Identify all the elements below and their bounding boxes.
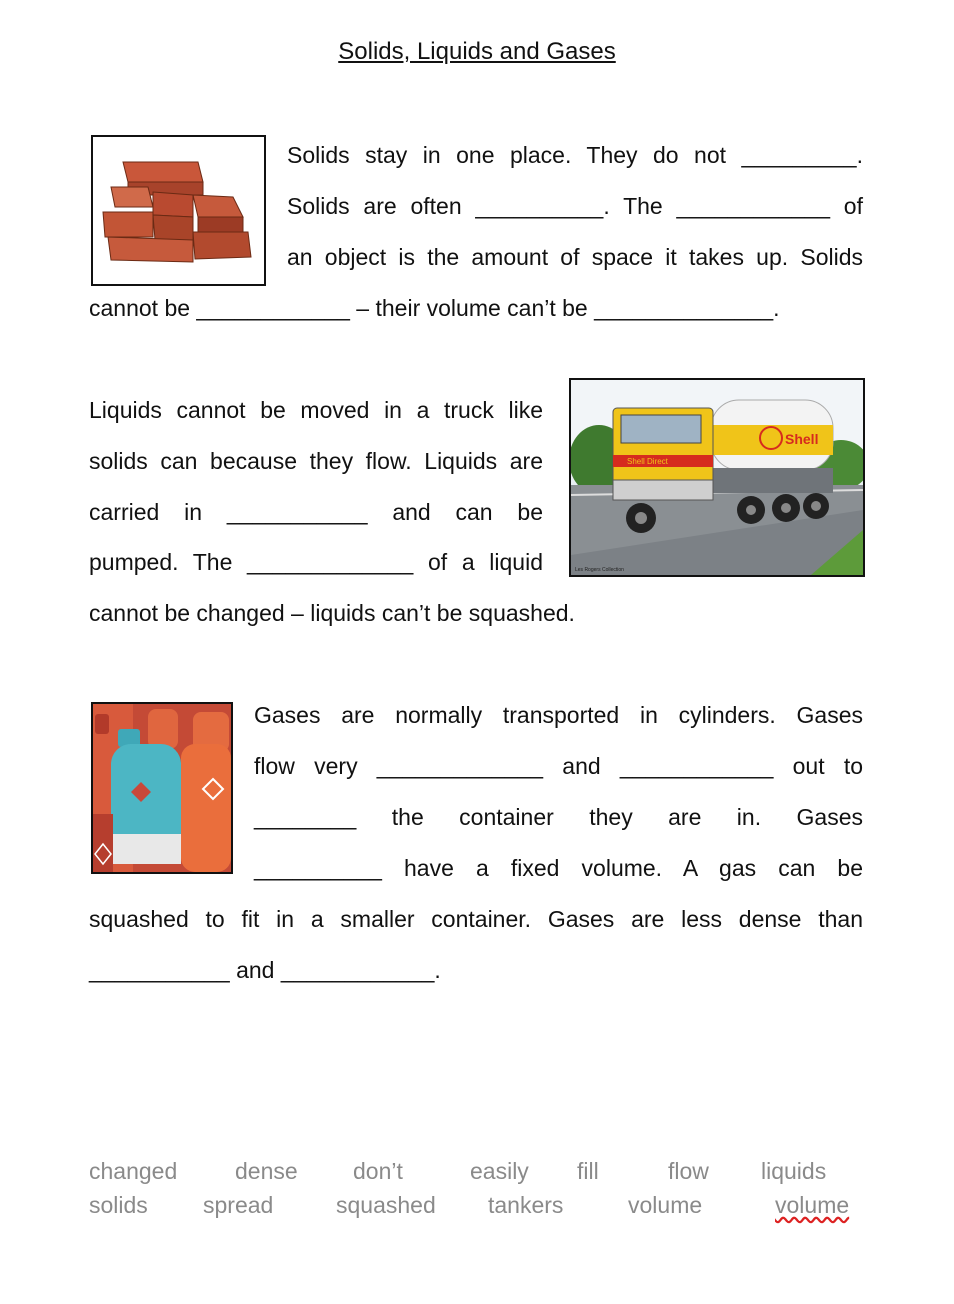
word-bank-item: changed (89, 1158, 178, 1184)
solids-line-1: Solids stay in one place. They do not _________. (287, 142, 863, 168)
bricks-image (91, 135, 266, 286)
solids-line-3: an object is the amount of space it takes up. Solids (287, 244, 863, 270)
solids-line-4: cannot be ____________ – their volume can’t be ______________. (89, 295, 780, 321)
word-bank-item: easily (470, 1158, 529, 1184)
gases-line-1: Gases are normally transported in cylinders. Gases (254, 702, 863, 728)
photo-credit: Les Rogers Collection (575, 567, 624, 573)
word-bank-item: liquids (761, 1158, 827, 1184)
word-bank-item: solids (89, 1192, 148, 1218)
liquids-line-3: carried in ___________ and can be (89, 499, 543, 525)
word-bank-item: volume (775, 1192, 850, 1218)
gases-line-4: __________ have a fixed volume. A gas can be (254, 855, 863, 881)
liquids-line-1: Liquids cannot be moved in a truck like (89, 397, 543, 423)
word-bank-item: tankers (488, 1192, 564, 1218)
gases-line-3: ________ the container they are in. Gases (254, 804, 863, 830)
liquids-line-4: pumped. The _____________ of a liquid (89, 549, 543, 575)
page-title: Solids, Liquids and Gases (338, 38, 616, 65)
truck-brand-label: Shell (785, 431, 819, 447)
solids-line-2: Solids are often __________. The ____________ of (287, 193, 863, 219)
gases-line-5: squashed to fit in a smaller container. Gases are less dense than (89, 906, 863, 932)
liquids-line-5: cannot be changed – liquids can’t be squashed. (89, 600, 575, 626)
gases-line-2: flow very _____________ and ____________ out to (254, 753, 863, 779)
word-bank-item: don’t (353, 1158, 403, 1184)
word-bank-item: flow (668, 1158, 709, 1184)
truck-side-text: Shell Direct (627, 457, 668, 466)
word-bank-item: spread (203, 1192, 274, 1218)
tanker-truck-image (569, 378, 865, 577)
liquids-line-2: solids can because they flow. Liquids are (89, 448, 543, 474)
word-bank-item: volume (628, 1192, 703, 1218)
gases-line-6: ___________ and ____________. (89, 957, 441, 983)
word-bank-item: fill (577, 1158, 599, 1184)
gas-cylinders-image (91, 702, 233, 874)
word-bank-item: squashed (336, 1192, 436, 1218)
word-bank-item: dense (235, 1158, 298, 1184)
